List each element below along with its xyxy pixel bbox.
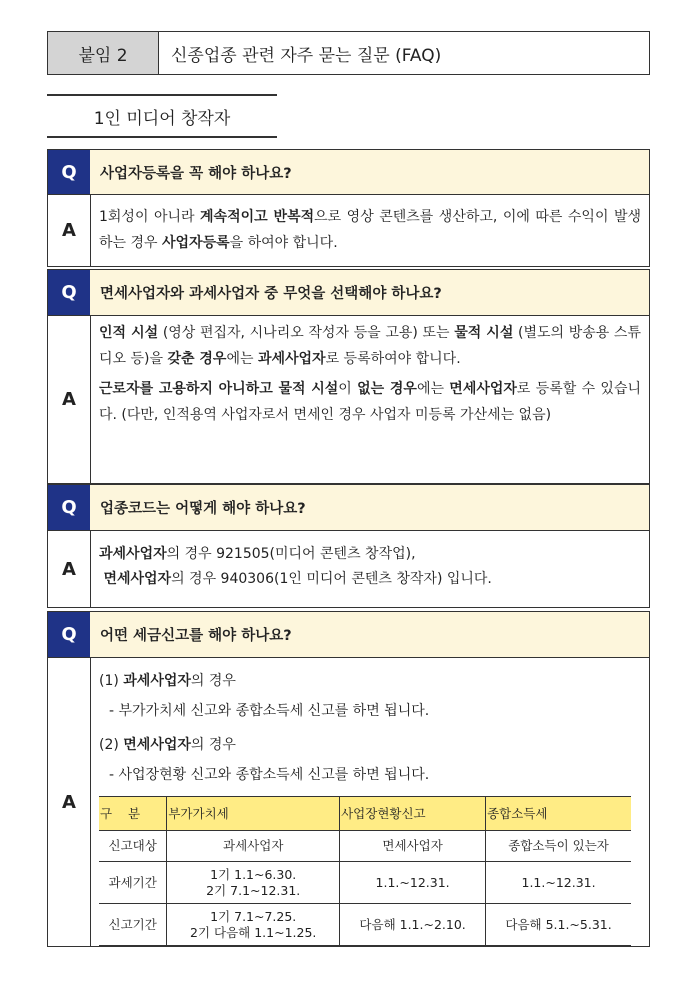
table-header: 사업장현황신고 bbox=[340, 797, 486, 831]
table-header: 종합소득세 bbox=[486, 797, 631, 831]
faq-3 bbox=[47, 484, 650, 608]
q-marker: Q bbox=[48, 612, 90, 657]
section-subheading: 1인 미디어 창작자 bbox=[47, 94, 277, 138]
faq-2-answer-p2: 근로자를 고용하지 아니하고 물적 시설이 없는 경우에는 면세사업자로 등록할 수 있습니다. (다만, 인적용역 사업자로서 면세인 경우 사업자 미등록 가산세는 없음) bbox=[99, 381, 642, 423]
faq-2 bbox=[47, 269, 650, 484]
faq-1-question: 사업자등록을 꼭 해야 하나요? bbox=[90, 150, 649, 194]
q-marker: Q bbox=[48, 150, 90, 194]
faq-2-answer-p1: 인적 시설 (영상 편집자, 시나리오 작성자 등을 고용) 또는 물적 시설 (별도의 방송용 스튜디오 등)을 갖춘 경우에는 과세사업자로 등록하여야 합니다. bbox=[99, 325, 641, 367]
a-marker: A bbox=[48, 195, 91, 266]
attachment-tag: 붙임 2 bbox=[48, 32, 159, 74]
attachment-header bbox=[47, 31, 650, 75]
table-header: 부가가치세 bbox=[167, 797, 340, 831]
tax-schedule-table bbox=[99, 796, 631, 946]
faq-4 bbox=[47, 611, 650, 947]
faq-3-answer: 과세사업자의 경우 921505(미디어 콘텐츠 창작업), 면세사업자의 경우 940306(1인 미디어 콘텐츠 창작자) 입니다. bbox=[99, 546, 492, 587]
a-marker: A bbox=[48, 531, 91, 607]
faq-1-answer: 1회성이 아니라 계속적이고 반복적으로 영상 콘텐츠를 생산하고, 이에 따른 수익이 발생하는 경우 사업자등록을 하여야 합니다. bbox=[99, 209, 641, 251]
a-marker: A bbox=[48, 658, 91, 946]
faq-2-answer bbox=[91, 316, 649, 483]
q-marker: Q bbox=[48, 270, 90, 315]
faq-4-answer: (1) 과세사업자의 경우 - 부가가치세 신고와 종합소득세 신고를 하면 됩니다. (2) 면세사업자의 경우 - 사업장현황 신고와 종합소득세 신고를 하면 됩니다. 구 분 부가가치세 사업장현황신고 종합소득세 신고대상 과세사업자 면세사업자 종합소득이 있는자 과세기간 1기 1.1~6.30. 2기 7.1~12.31. 1.1.~12.31. 1.1.~12.31. 신고기간 1기 7.1~7.25. 2기 다음해 1.1~1.25. 다음해 1.1.~2.10. 다음해 5.1.~5.31. bbox=[91, 658, 649, 946]
document-title: 신종업종 관련 자주 묻는 질문 (FAQ) bbox=[171, 45, 442, 66]
table-row: 신고기간 1기 7.1~7.25. 2기 다음해 1.1~1.25. 다음해 1.1.~2.10. 다음해 5.1.~5.31. bbox=[99, 904, 631, 946]
q-marker: Q bbox=[48, 485, 90, 530]
table-row: 과세기간 1기 1.1~6.30. 2기 7.1~12.31. 1.1.~12.31. 1.1.~12.31. bbox=[99, 862, 631, 904]
faq-2-question: 면세사업자와 과세사업자 중 무엇을 선택해야 하나요? bbox=[90, 270, 649, 315]
faq-1 bbox=[47, 149, 650, 267]
table-header: 구 분 bbox=[99, 797, 167, 831]
a-marker: A bbox=[48, 316, 91, 483]
table-row: 신고대상 과세사업자 면세사업자 종합소득이 있는자 bbox=[99, 831, 631, 862]
faq-4-question: 어떤 세금신고를 해야 하나요? bbox=[90, 612, 649, 657]
faq-3-question: 업종코드는 어떻게 해야 하나요? bbox=[90, 485, 649, 530]
